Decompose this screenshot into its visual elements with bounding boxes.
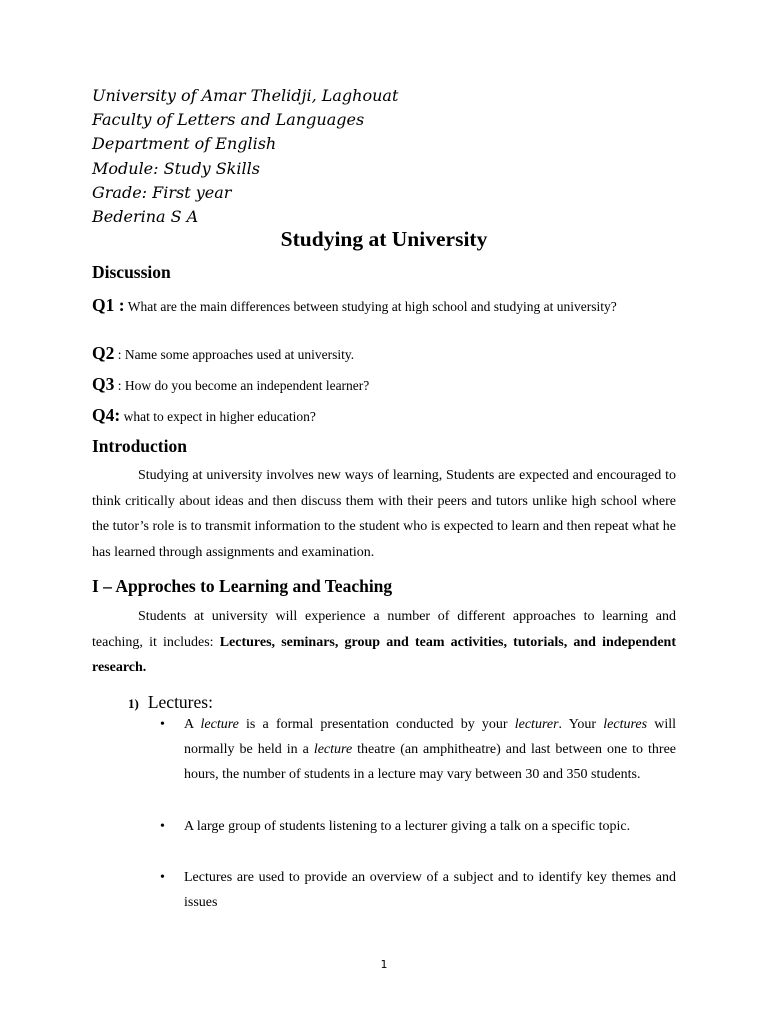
question-text: : How do you become an independent learner? (117, 378, 370, 393)
question-text: What are the main differences between studying at high school and studying at university? (127, 299, 617, 314)
bullet-item (160, 865, 676, 915)
department-name: Department of English (92, 134, 277, 154)
document-header (92, 84, 398, 229)
introduction-heading: Introduction (92, 436, 187, 456)
section-heading: I – Approches to Learning and Teaching (92, 576, 393, 596)
bullet-text: A lecture is a formal presentation conducted by your lecturer. Your lectures will normally be held in a lecture theatre (an amphitheatre) and last between one to three hours, the number of students in a lecture may vary between 30 and 350 students. (184, 717, 677, 782)
discussion-heading: Discussion (92, 262, 171, 282)
question-label: Q2 (92, 343, 115, 363)
section-paragraph (92, 604, 676, 681)
question-label: Q3 (92, 374, 115, 394)
bullet-text: Lectures are used to provide an overview of a subject and to identify key themes and issues (184, 870, 676, 910)
bullet-icon: • (160, 870, 165, 885)
question-1 (92, 296, 677, 316)
faculty-name: Faculty of Letters and Languages (92, 110, 365, 130)
question-3 (92, 375, 677, 395)
page-title: Studying at University (280, 227, 488, 251)
bullet-item (160, 712, 676, 787)
question-text: : Name some approaches used at university. (117, 347, 355, 362)
introduction-paragraph: Studying at university involves new ways of learning, Students are expected and encouraged to think critically about ideas and then discuss them with their peers and tutors unlike high school where the tutor’s role is to transmit information to the student who is expected to learn and then repeat what he has learned through assignments and examination. (92, 468, 676, 560)
author-name: Bederina S A (92, 207, 199, 227)
module-name: Module: Study Skills (92, 158, 260, 178)
grade-level: Grade: First year (92, 182, 232, 202)
question-4 (92, 406, 677, 426)
section-paragraph-intro: Students at university will experience a number of different approaches to learning and teaching, it includes: (92, 609, 676, 650)
section-paragraph-list: Lectures, seminars, group and team activities, tutorials, and independent research. (92, 634, 677, 675)
subsection-title: Lectures: (147, 692, 213, 712)
question-label: Q1 : (92, 295, 125, 315)
subsection-heading (128, 692, 213, 713)
page-number: 1 (380, 958, 388, 971)
subsection-number: 1) (128, 696, 139, 711)
bullet-item (160, 814, 676, 839)
university-name: University of Amar Thelidji, Laghouat (92, 86, 399, 105)
bullet-icon: • (160, 819, 165, 834)
bullet-text: A large group of students listening to a lecturer giving a talk on a specific topic. (184, 819, 631, 834)
question-label: Q4: (92, 405, 121, 425)
question-text: what to expect in higher education? (123, 409, 316, 424)
question-2 (92, 344, 677, 364)
bullet-icon: • (160, 717, 165, 732)
